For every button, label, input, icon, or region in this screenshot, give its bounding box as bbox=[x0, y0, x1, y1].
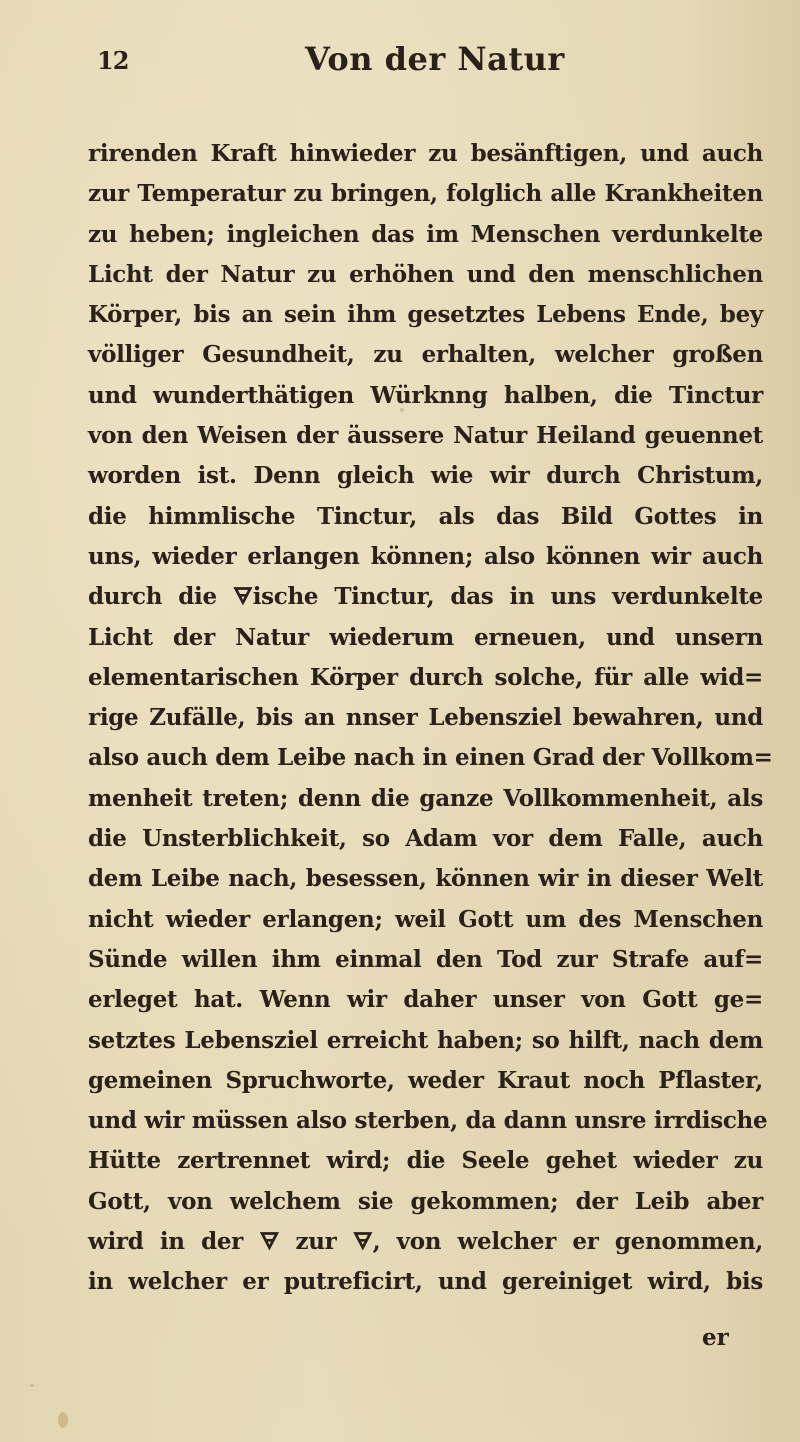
text-line: die himmlische Tinctur, als das Bild Gottes in bbox=[88, 502, 763, 530]
text-line: völliger Gesundheit, zu erhalten, welcher großen bbox=[88, 341, 763, 369]
running-head: Von der Natur bbox=[305, 40, 565, 78]
paper-speck bbox=[58, 1412, 68, 1428]
paper-speck bbox=[745, 268, 748, 271]
body-text bbox=[88, 134, 773, 1303]
text-line: menheit treten; denn die ganze Vollkommenheit, als bbox=[88, 784, 763, 812]
text-line: dem Leibe nach, besessen, können wir in dieser Welt bbox=[88, 865, 763, 893]
text-line: wird in der 🜃 zur 🜃, von welcher er genommen, bbox=[88, 1228, 763, 1256]
text-line: Licht der Natur zu erhöhen und den menschlichen bbox=[88, 260, 763, 288]
text-line: Hütte zertrennet wird; die Seele gehet wieder zu bbox=[88, 1147, 763, 1175]
text-line: rige Zufälle, bis an nnser Lebensziel bewahren, und bbox=[88, 704, 763, 732]
text-line: Gott, von welchem sie gekommen; der Leib aber bbox=[88, 1187, 763, 1215]
catchword: er bbox=[702, 1324, 729, 1351]
page-number: 12 bbox=[97, 46, 129, 75]
text-line: erleget hat. Wenn wir daher unser von Gott ge= bbox=[88, 986, 763, 1014]
text-line: gemeinen Spruchworte, weder Kraut noch Pflaster, bbox=[88, 1066, 763, 1094]
text-line: die Unsterblichkeit, so Adam vor dem Falle, auch bbox=[88, 825, 763, 853]
text-line: rirenden Kraft hinwieder zu besänftigen, und auch bbox=[88, 140, 763, 167]
text-line: Körper, bis an sein ihm gesetztes Lebens Ende, bey bbox=[88, 301, 763, 329]
text-line: Licht der Natur wiederum erneuen, und unsern bbox=[88, 623, 763, 651]
text-line: zur Temperatur zu bringen, folglich alle Krankheiten bbox=[88, 180, 763, 208]
page-header bbox=[0, 40, 800, 100]
text-line: nicht wieder erlangen; weil Gott um des Menschen bbox=[88, 905, 763, 933]
text-line: Sünde willen ihm einmal den Tod zur Strafe auf= bbox=[88, 945, 763, 973]
text-line: elementarischen Körper durch solche, für alle wid= bbox=[88, 663, 763, 691]
text-line: uns, wieder erlangen können; also können wir auch bbox=[88, 542, 763, 570]
text-line: von den Weisen der äussere Natur Heiland geuennet bbox=[88, 422, 763, 450]
text-line: durch die 🜃ische Tinctur, das in uns verdunkelte bbox=[88, 583, 763, 611]
paper-speck bbox=[30, 1384, 34, 1387]
text-line: und wir müssen also sterben, da dann unsre irrdische bbox=[88, 1107, 768, 1135]
text-line: worden ist. Denn gleich wie wir durch Christum, bbox=[88, 462, 763, 490]
text-line: zu heben; ingleichen das im Menschen verdunkelte bbox=[88, 220, 763, 248]
text-line: also auch dem Leibe nach in einen Grad der Vollkom= bbox=[88, 744, 773, 772]
paper-speck bbox=[400, 408, 404, 412]
text-line: in welcher er putreficirt, und gereiniget wird, bis bbox=[88, 1268, 763, 1296]
text-line: und wunderthätigen Würknng halben, die Tinctur bbox=[88, 381, 763, 409]
text-line: setztes Lebensziel erreicht haben; so hilft, nach dem bbox=[88, 1026, 763, 1054]
